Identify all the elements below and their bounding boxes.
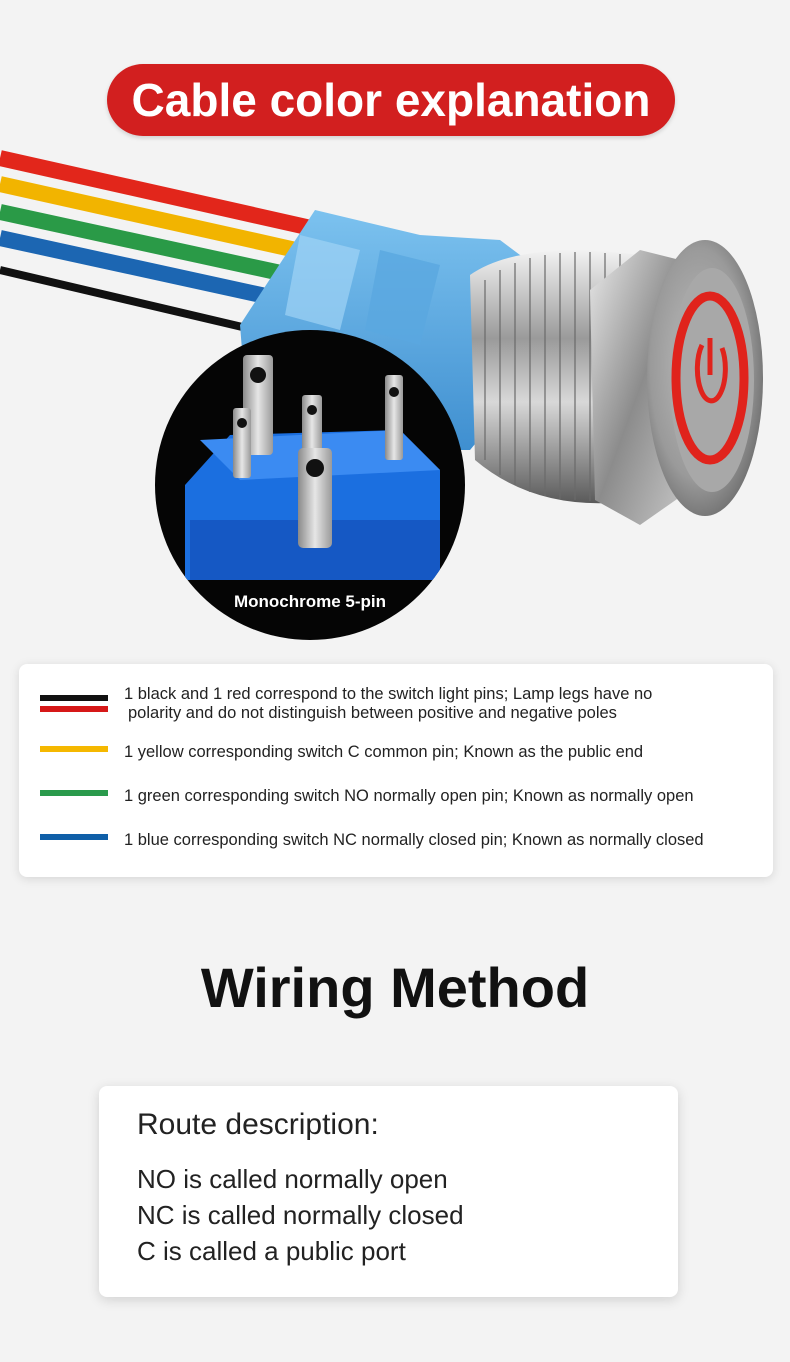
green-wire-swatch [40, 790, 108, 796]
red-wire-swatch [40, 706, 108, 712]
black-wire-swatch [40, 695, 108, 701]
pin-type-label: Monochrome 5-pin [233, 592, 387, 611]
legend-text: 1 green corresponding switch NO normally open pin; Known as normally open [124, 787, 694, 805]
legend-text-line2: polarity and do not distinguish between positive and negative poles [128, 704, 617, 722]
cable-legend-card [19, 664, 773, 877]
push-button-switch-image [0, 140, 790, 650]
route-description-card [99, 1086, 678, 1297]
route-heading: Route description: [137, 1108, 379, 1141]
metal-barrel [470, 240, 763, 525]
page-title: Cable color explanation [131, 74, 651, 126]
wiring-method-title: Wiring Method [200, 956, 590, 1019]
route-line-c: C is called a public port [137, 1236, 406, 1266]
legend-text [124, 685, 652, 723]
legend-text: 1 yellow corresponding switch C common pin; Known as the public end [124, 743, 644, 761]
legend-text-line1: 1 black and 1 red correspond to the switch light pins; Lamp legs have no [124, 685, 653, 703]
product-illustration [0, 140, 790, 650]
legend-text: 1 blue corresponding switch NC normally closed pin; Known as normally closed [124, 831, 704, 849]
route-line-no: NO is called normally open [137, 1164, 448, 1194]
blue-wire-swatch [40, 834, 108, 840]
title-banner [107, 64, 675, 136]
route-line-nc: NC is called normally closed [137, 1200, 464, 1230]
yellow-wire-swatch [40, 746, 108, 752]
